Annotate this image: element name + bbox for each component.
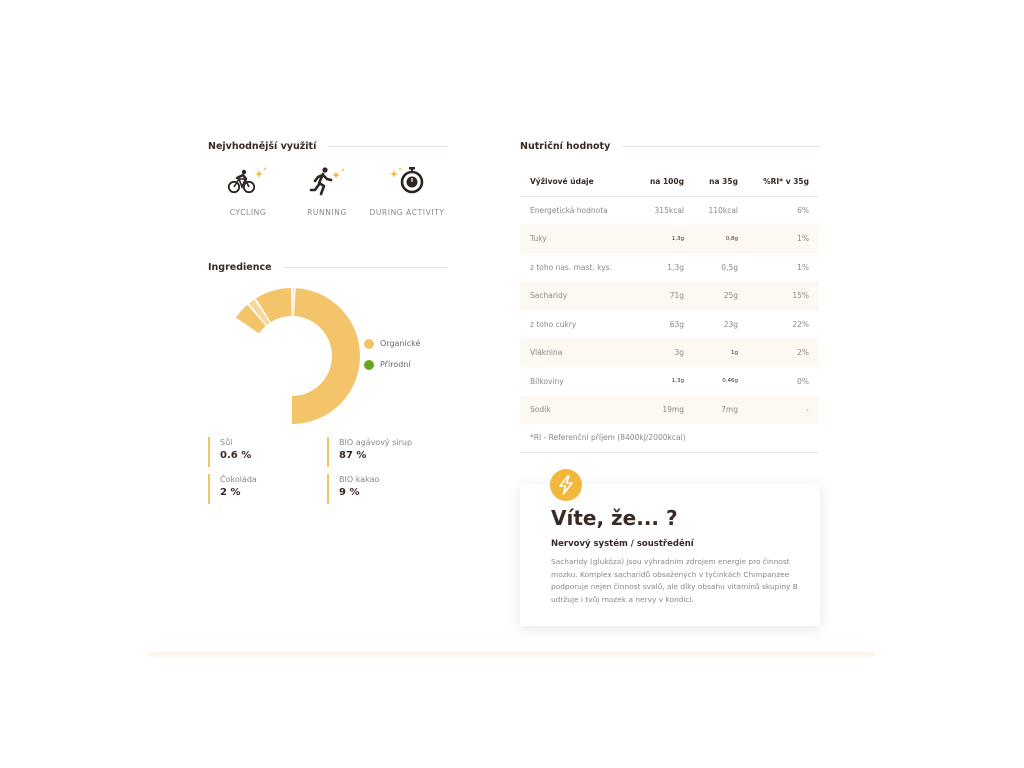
table-cell: z toho cukry [530, 319, 577, 329]
column-header: na 35g [694, 168, 748, 196]
lightning-icon-badge [550, 469, 582, 501]
table-cell: Sacharidy [520, 282, 632, 311]
ingredient-name: Čokoláda [220, 475, 257, 484]
table-row [520, 282, 819, 311]
nutrition-section-title [520, 141, 820, 152]
usage-label: CYCLING [229, 208, 267, 217]
divider [622, 146, 820, 147]
divider [284, 267, 448, 268]
table-cell: 1,3g [671, 378, 684, 385]
legend-swatch [364, 360, 374, 370]
did-you-know-card [520, 484, 820, 626]
ingredient-stat-cocoa [327, 474, 379, 504]
table-cell: 1,3g [632, 225, 694, 254]
ingredient-stat-chocolate [208, 474, 257, 504]
lightning-icon [557, 475, 575, 495]
table-cell: 110kcal [708, 206, 738, 215]
ingredient-value: 87 % [339, 450, 367, 461]
column-header: Výživové údaje [520, 168, 632, 196]
usage-item-running [287, 166, 367, 217]
table-footnote: *RI - Referenční příjem (8400kJ/2000kcal) [520, 424, 819, 452]
table-cell: 23g [723, 319, 738, 329]
legend-item-natural [364, 354, 420, 375]
section-bottom-band [148, 651, 875, 657]
ingredient-name: Sůl [220, 438, 233, 447]
table-cell: Sodík [520, 396, 632, 425]
table-header-row [520, 168, 819, 196]
ingredient-value: 9 % [339, 487, 360, 498]
table-cell: 25g [694, 282, 748, 311]
usage-item-during-activity [367, 166, 447, 217]
table-cell: 2% [748, 339, 819, 368]
table-cell: 3g [632, 339, 694, 368]
table-cell: 15% [748, 282, 819, 311]
ingredients-title: Ingredience [208, 262, 272, 273]
usage-label: RUNNING [307, 208, 347, 217]
usage-icons [222, 166, 452, 218]
table-row [520, 396, 819, 425]
table-cell: z toho nas. mast. kys. [530, 262, 612, 272]
table-cell: 1% [748, 225, 819, 254]
nutrition-table [520, 168, 819, 453]
table-cell: Bílkoviny [530, 376, 564, 386]
table-cell: - [748, 396, 819, 425]
legend-label: Organické [380, 339, 421, 348]
table-cell: 1,3g [667, 262, 684, 272]
table-cell: 1g [694, 339, 748, 368]
table-cell: Energetická hodnota [530, 206, 608, 215]
table-row [520, 339, 819, 368]
running-icon [305, 166, 349, 196]
table-row [520, 367, 819, 396]
ingredients-legend [364, 333, 420, 375]
legend-item-organic [364, 333, 420, 354]
table-cell: Vláknina [520, 339, 632, 368]
column-header: %RI* v 35g [748, 168, 819, 196]
donut-segment-salt[interactable] [293, 288, 294, 316]
table-cell: 6% [797, 206, 809, 215]
ingredient-stat-agave [327, 437, 412, 467]
ingredient-name: BIO kakao [339, 475, 380, 484]
table-cell: Tuky [520, 225, 632, 254]
legend-label: Přírodní [380, 360, 411, 369]
table-cell: 0,46g [722, 378, 738, 385]
table-cell: 19mg [632, 396, 694, 425]
table-cell: 71g [632, 282, 694, 311]
usage-item-cycling [208, 166, 288, 217]
table-cell: 0,5g [721, 262, 738, 272]
table-cell: 0% [797, 376, 809, 386]
table-row [520, 310, 819, 339]
ingredients-donut-chart [222, 286, 362, 426]
divider [328, 146, 448, 147]
ingredient-name: BIO agávový sirup [339, 438, 413, 447]
column-header: na 100g [632, 168, 694, 196]
table-row [520, 253, 819, 282]
cycling-icon [226, 166, 270, 196]
card-subtitle: Nervový systém / soustředění [551, 539, 694, 549]
ingredient-value: 2 % [220, 487, 241, 498]
table-row [520, 196, 819, 225]
table-footnote-row [520, 424, 819, 452]
table-cell: 63g [669, 319, 684, 329]
card-title: Víte, že... ? [551, 506, 678, 530]
ingredient-stat-salt [208, 437, 251, 467]
legend-swatch [364, 339, 374, 349]
ingredient-value: 0.6 % [220, 450, 252, 461]
table-cell: 1% [797, 262, 809, 272]
card-body: Sacharidy (glukóza) jsou výhradním zdrojem energie pro činnost mozku. Komplex sacharidů obsažených v tyčinkách Chimpanzee podporuje nejen činnost svalů, ale díky obsahu vitamínů skupiny B udržuje i tvůj mozek a nervy v kondici. [551, 557, 798, 604]
table-cell: 7mg [694, 396, 748, 425]
nutrition-title: Nutriční hodnoty [520, 141, 611, 152]
table-row [520, 225, 819, 254]
table-cell: 0,8g [694, 225, 748, 254]
table-cell: 22% [792, 319, 809, 329]
usage-label: DURING ACTIVITY [369, 208, 445, 217]
usage-section-title [208, 141, 448, 152]
table-cell: 315kcal [654, 206, 684, 215]
ingredients-section-title [208, 262, 448, 273]
usage-title: Nejvhodnější využití [208, 141, 317, 152]
stopwatch-icon [385, 166, 429, 196]
